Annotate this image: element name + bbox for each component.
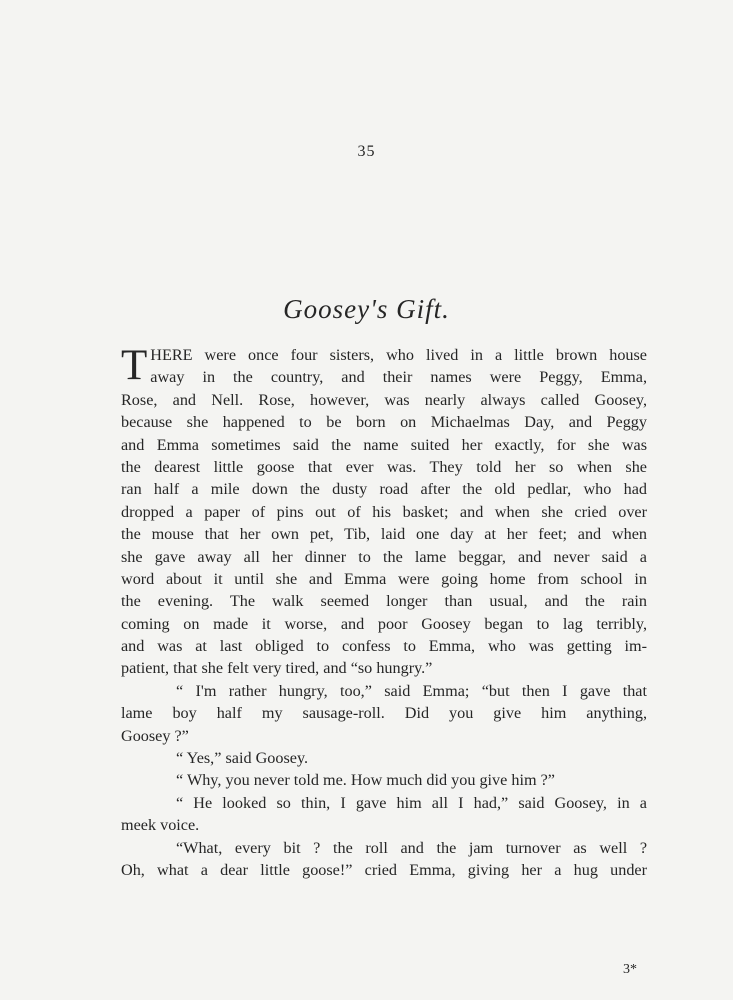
text-line: Goosey ?”: [121, 726, 189, 745]
text-line: lame boy half my sausage-roll. Did you give him anything,: [121, 704, 647, 723]
text-line: and Emma sometimes said the name suited her exactly, for she was: [121, 435, 647, 454]
text-line: HERE were once four sisters, who lived in a little brown house: [150, 346, 647, 364]
text-line: because she happened to be born on Michaelmas Day, and Peggy: [121, 413, 647, 432]
text-line: she gave away all her dinner to the lame beggar, and never said a: [121, 547, 647, 566]
text-line: and was at last obliged to confess to Emma, who was getting im-: [121, 637, 647, 656]
text-line: “ He looked so thin, I gave him all I had,” said Goosey, in a: [176, 793, 647, 812]
text-line: “What, every bit ? the roll and the jam turnover as well ?: [176, 838, 647, 857]
text-line: dropped a paper of pins out of his basket; and when she cried over: [121, 502, 647, 521]
story-body: [121, 344, 647, 881]
text-line: ran half a mile down the dusty road after the old pedlar, who had: [121, 480, 647, 499]
text-line: patient, that she felt very tired, and “so hungry.”: [121, 659, 433, 678]
text-line: word about it until she and Emma were going home from school in: [121, 569, 647, 588]
drop-cap: T: [121, 342, 148, 389]
first-paragraph-opening: [121, 344, 647, 389]
text-line: meek voice.: [121, 816, 200, 835]
text-line: Rose, and Nell. Rose, however, was nearly always called Goosey,: [121, 390, 647, 409]
signature-mark: 3*: [623, 962, 637, 977]
text-line: “ Yes,” said Goosey.: [176, 749, 309, 768]
text-line: the dearest little goose that ever was. They told her so when she: [121, 457, 647, 476]
text-line: away in the country, and their names were Peggy, Emma,: [150, 368, 647, 387]
text-line: “ Why, you never told me. How much did you give him ?”: [176, 771, 555, 790]
text-line: “ I'm rather hungry, too,” said Emma; “but then I gave that: [176, 681, 647, 700]
text-line: Oh, what a dear little goose!” cried Emma, giving her a hug under: [121, 860, 647, 879]
text-line: the mouse that her own pet, Tib, laid one day at her feet; and when: [121, 525, 647, 544]
text-line: coming on made it worse, and poor Goosey began to lag terribly,: [121, 614, 647, 633]
text-line: the evening. The walk seemed longer than usual, and the rain: [121, 592, 647, 611]
story-title: Goosey's Gift.: [283, 294, 450, 324]
page-number: 35: [357, 143, 376, 160]
